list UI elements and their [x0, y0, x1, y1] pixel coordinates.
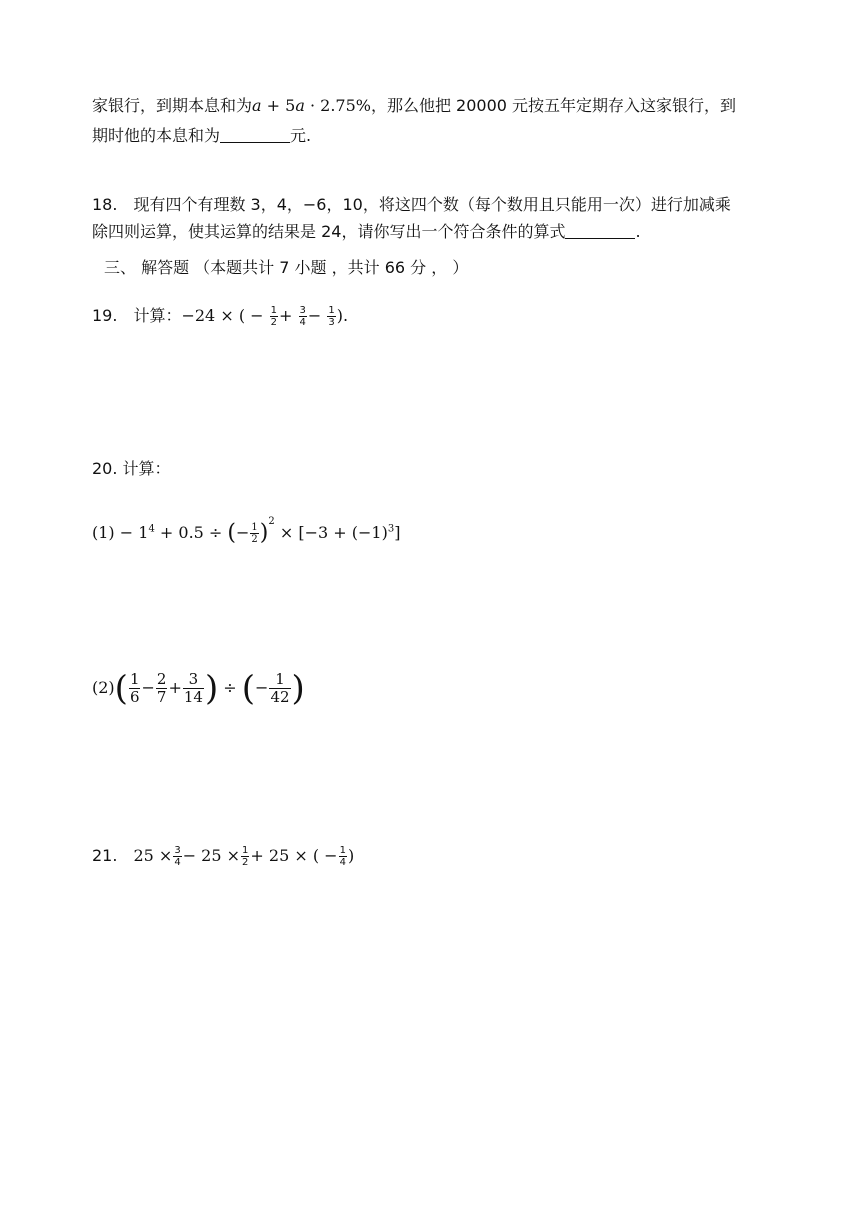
fraction: $\frac{1}{2}$ [251, 521, 258, 545]
q17-text-cont: ，那么他把 20000 元按五年定期存入这家银行，到 [370, 96, 737, 115]
question-18-line2: 除四则运算，使其运算的结果是 24，请你写出一个符合条件的算式 . [92, 222, 641, 241]
fraction: $\frac{3}{4}$ [299, 304, 306, 328]
question-number: 18. [92, 195, 118, 214]
fraction: $\frac{1}{3}$ [328, 304, 335, 328]
fraction: $\frac{1}{4}$ [339, 844, 346, 868]
question-number: 19. [92, 306, 118, 325]
answer-blank [220, 126, 290, 143]
section-heading: 三、 解答题 （本题共计 7 小题 ，共计 66 分 ， ） [104, 258, 469, 277]
question-number: 21. [92, 846, 118, 865]
fraction: $\frac{1}{6}$ [129, 669, 140, 706]
question-20-part1: $(1) - 1^4 + 0.5$ ÷ (− $\frac{1}{2}$ )$^2 \times [-3 + (-1)^3]$ [92, 516, 401, 546]
q17-line1 [92, 94, 736, 118]
fraction: $\frac{1}{42}$ [270, 669, 290, 706]
q17-line2: 期时他的本息和为 元. [92, 126, 312, 145]
fraction: $\frac{3}{4}$ [174, 844, 181, 868]
fraction: $\frac{1}{2}$ [242, 844, 249, 868]
fraction: $\frac{3}{14}$ [183, 669, 203, 706]
fraction: $\frac{2}{7}$ [156, 669, 167, 706]
answer-blank [565, 222, 635, 239]
question-20-part2: (2)( $\frac{1}{6}$ − $\frac{2}{7}$ + $\frac{3}{14}$ ) ÷ (− $\frac{1}{42}$ ) [92, 668, 305, 709]
question-20-title: 20. 计算： [92, 459, 171, 478]
fraction: $\frac{1}{2}$ [270, 304, 278, 328]
q17-text: 家银行，到期本息和为 [92, 96, 253, 115]
question-21: 21. 25 × $\frac{3}{4}$ − 25 × $\frac{1}{2}$ + 25 × ( − $\frac{1}{4}$ ) [92, 844, 355, 868]
question-19: 19. 计算：−24 × ( − $\frac{1}{2}$ + $\frac{3}{4}$ − $\frac{1}{3}$ ). [92, 304, 349, 328]
question-18-line1: 18. 现有四个有理数 3，4，−6，10，将这四个数（每个数用且只能用一次）进行加减乘 [92, 195, 731, 214]
q17-expression: a + 5a · 2.75% [252, 96, 371, 115]
